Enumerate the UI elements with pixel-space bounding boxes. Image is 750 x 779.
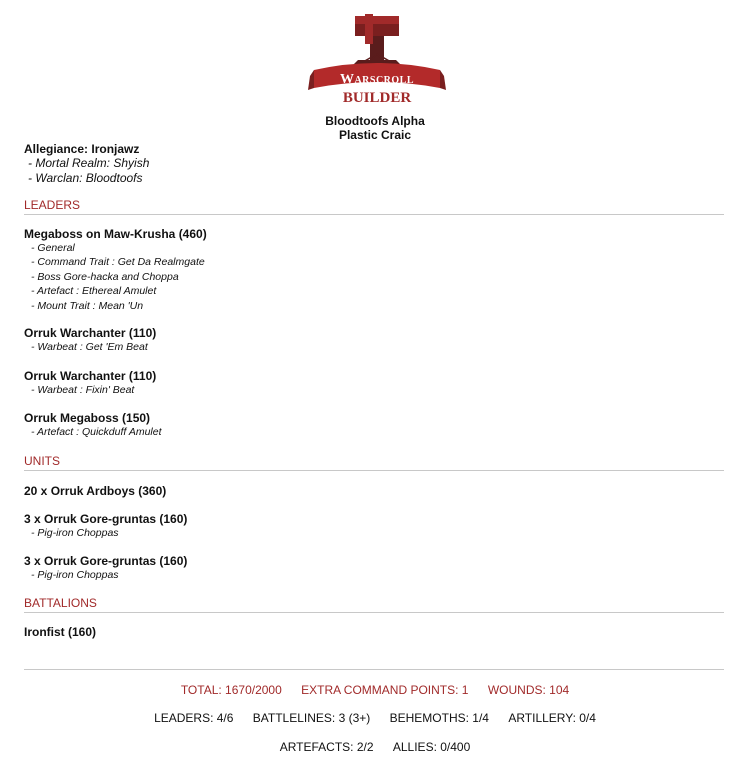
section-title-battalions: BATTALIONS bbox=[24, 596, 724, 613]
entry-detail: - Pig-iron Choppas bbox=[31, 527, 119, 539]
allegiance-label: Allegiance: Ironjawz bbox=[24, 142, 140, 156]
entry-name: Orruk Warchanter (110) bbox=[24, 326, 157, 340]
artefacts-count: ARTEFACTS: 2/2 bbox=[279, 740, 374, 754]
allegiance-realm: - Mortal Realm: Shyish bbox=[28, 156, 150, 170]
behemoths-count: BEHEMOTHS: 1/4 bbox=[389, 711, 489, 725]
list-entry bbox=[24, 411, 162, 439]
hammer-icon bbox=[350, 14, 404, 68]
extra-command-points: EXTRA COMMAND POINTS: 1 bbox=[301, 683, 469, 697]
wounds-count: WOUNDS: 104 bbox=[487, 683, 570, 697]
list-entry bbox=[24, 625, 96, 639]
summary-divider bbox=[24, 669, 724, 670]
entry-detail: - Warbeat : Get 'Em Beat bbox=[31, 341, 148, 353]
list-entry bbox=[24, 369, 156, 397]
list-entry bbox=[24, 554, 187, 582]
battlelines-count: BATTLELINES: 3 (3+) bbox=[252, 711, 371, 725]
entry-name: Orruk Megaboss (150) bbox=[24, 411, 151, 425]
warscroll-builder-logo bbox=[308, 10, 446, 106]
list-entry bbox=[24, 227, 207, 313]
army-name: Bloodtoofs Alpha bbox=[325, 114, 425, 128]
list-entry bbox=[24, 484, 166, 498]
section-battalions bbox=[24, 596, 724, 613]
section-title-units: UNITS bbox=[24, 454, 724, 471]
entry-detail: - General bbox=[31, 242, 75, 254]
total-points: TOTAL: 1670/2000 bbox=[180, 683, 282, 697]
entry-name: 20 x Orruk Ardboys (360) bbox=[24, 484, 167, 498]
list-entry bbox=[24, 326, 156, 354]
entry-detail: - Artefact : Ethereal Amulet bbox=[31, 285, 157, 298]
artillery-count: ARTILLERY: 0/4 bbox=[508, 711, 596, 725]
allegiance-warclan: - Warclan: Bloodtoofs bbox=[28, 171, 143, 185]
entry-detail: - Warbeat : Fixin' Beat bbox=[31, 384, 135, 396]
section-units bbox=[24, 454, 724, 471]
entry-name: Ironfist (160) bbox=[24, 625, 97, 639]
entry-detail: - Boss Gore-hacka and Choppa bbox=[31, 270, 179, 283]
summary-totals bbox=[0, 683, 750, 697]
leaders-count: LEADERS: 4/6 bbox=[154, 711, 234, 725]
entry-name: 3 x Orruk Gore-gruntas (160) bbox=[24, 554, 188, 568]
entry-detail: - Artefact : Quickduff Amulet bbox=[31, 426, 162, 438]
allegiance-block bbox=[24, 142, 149, 186]
entry-name: Orruk Warchanter (110) bbox=[24, 369, 157, 383]
logo-text-top: Warscroll bbox=[339, 72, 415, 87]
section-leaders bbox=[24, 198, 724, 215]
logo-text-bottom: BUILDER bbox=[342, 90, 412, 106]
entry-detail: - Mount Trait : Mean 'Un bbox=[31, 299, 144, 312]
entry-name: Megaboss on Maw-Krusha (460) bbox=[24, 227, 207, 241]
army-subtitle: Plastic Craic bbox=[338, 128, 412, 142]
summary-roles bbox=[0, 711, 750, 725]
list-entry bbox=[24, 512, 187, 540]
summary-extras bbox=[0, 740, 750, 754]
entry-name: 3 x Orruk Gore-gruntas (160) bbox=[24, 512, 188, 526]
allies-count: ALLIES: 0/400 bbox=[392, 740, 471, 754]
section-title-leaders: LEADERS bbox=[24, 198, 724, 215]
entry-detail: - Command Trait : Get Da Realmgate bbox=[31, 256, 205, 269]
entry-detail: - Pig-iron Choppas bbox=[31, 569, 119, 581]
